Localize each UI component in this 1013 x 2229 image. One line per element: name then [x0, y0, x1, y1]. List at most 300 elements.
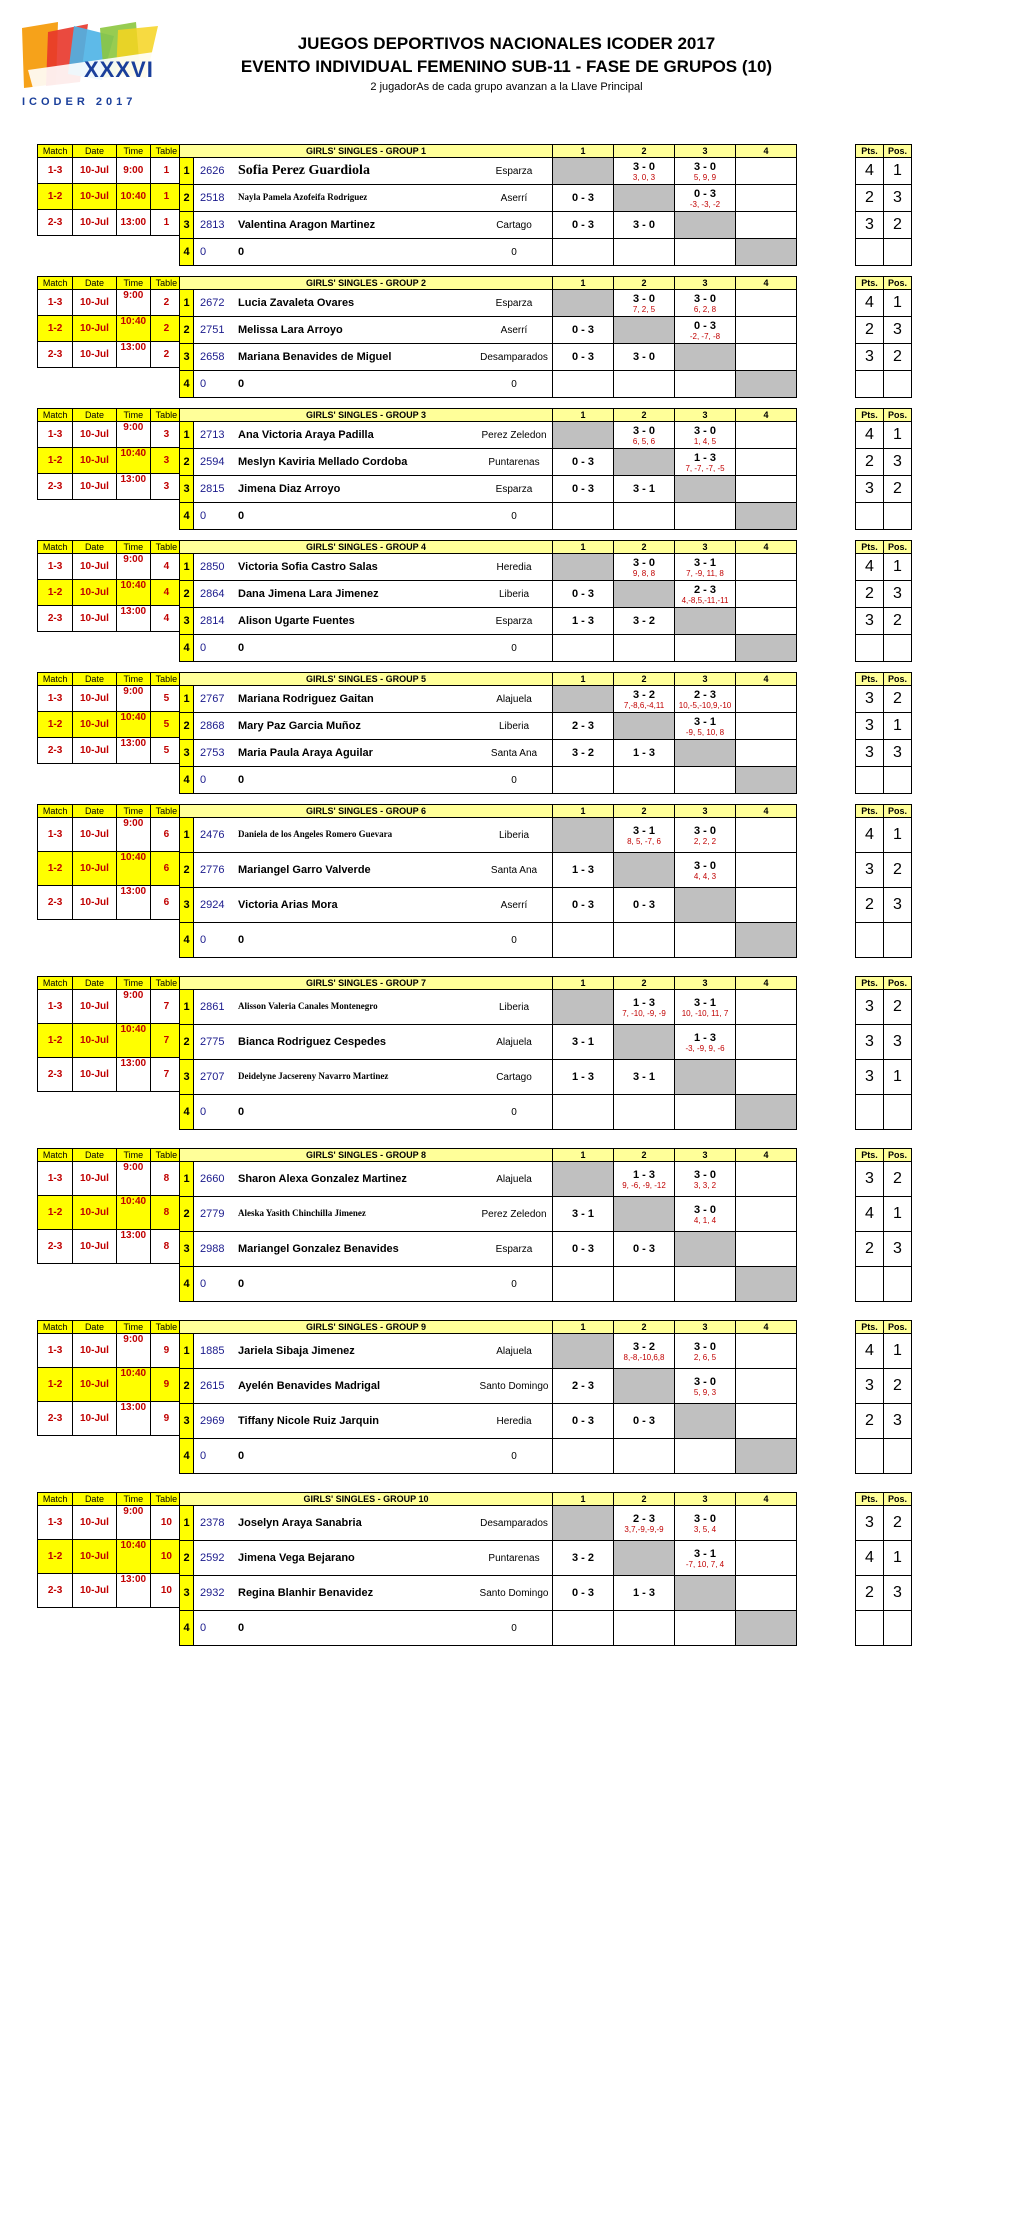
player-row: [180, 1404, 912, 1439]
result-cell: [614, 1025, 675, 1060]
result-cell: [736, 1576, 797, 1611]
page-note: 2 jugadorAs de cada grupo avanzan a la Llave Principal: [370, 81, 643, 93]
player-position: [884, 371, 912, 398]
match-schedule: [37, 804, 183, 920]
col-match: Match: [38, 977, 73, 990]
game-scores: 7, 2, 5: [632, 304, 656, 314]
col-3: 3: [675, 409, 736, 422]
col-table: Table: [150, 1321, 182, 1334]
result-cell: [736, 853, 797, 888]
result-cell: [553, 1095, 614, 1130]
player-row: [180, 635, 912, 662]
player-license: 2988: [200, 1243, 225, 1255]
player-license: 2672: [200, 297, 225, 309]
result-cell: [736, 1611, 797, 1646]
player-row: [180, 1369, 912, 1404]
result-cell: [553, 212, 614, 239]
player-row: [180, 713, 912, 740]
match-date: 10-Jul: [73, 448, 117, 474]
spacer: [797, 1404, 856, 1439]
player-seed: 2: [180, 1369, 194, 1404]
result-cell: [614, 1267, 675, 1302]
match-score: 3 - 2: [571, 747, 594, 759]
result-cell: [675, 554, 736, 581]
match-id: 2-3: [38, 606, 73, 632]
match-id: 1-2: [38, 1540, 73, 1574]
result-cell: [736, 818, 797, 853]
spacer: [797, 818, 856, 853]
player-cell: [194, 1334, 553, 1369]
player-points: [856, 371, 884, 398]
player-points: [856, 503, 884, 530]
player-position: 2: [884, 990, 912, 1025]
match-id: 1-3: [38, 1334, 73, 1368]
match-time: 10:40: [116, 1368, 150, 1402]
result-cell: [736, 1060, 797, 1095]
player-cell: [194, 371, 553, 398]
match-time: 13:00: [116, 1058, 150, 1092]
match-score: 0 - 3: [632, 1243, 655, 1255]
spacer: [797, 1025, 856, 1060]
player-name: Deidelyne Jacsereny Navarro Martinez: [238, 1071, 389, 1081]
result-cell: [736, 990, 797, 1025]
col-pos: Pos.: [884, 673, 912, 686]
player-license: 0: [200, 378, 207, 390]
match-table: 6: [150, 818, 182, 852]
match-score: 0 - 3: [571, 456, 594, 468]
match-id: 2-3: [38, 210, 73, 236]
result-cell: [553, 1334, 614, 1369]
player-row: [180, 853, 912, 888]
match-time: 10:40: [116, 1196, 150, 1230]
player-position: [884, 1439, 912, 1474]
page-title: JUEGOS DEPORTIVOS NACIONALES ICODER 2017: [297, 34, 716, 53]
game-scores: 1, 4, 5: [693, 436, 717, 446]
match-time: 9:00: [116, 290, 150, 316]
result-cell: [736, 158, 797, 185]
match-id: 1-3: [38, 554, 73, 580]
match-id: 1-2: [38, 184, 73, 210]
player-points: [856, 635, 884, 662]
player-seed: 1: [180, 158, 194, 185]
result-cell: [614, 713, 675, 740]
result-cell: [614, 581, 675, 608]
result-cell: [675, 344, 736, 371]
match-schedule: [37, 540, 183, 632]
col-pos: Pos.: [884, 977, 912, 990]
spacer: [797, 608, 856, 635]
result-cell: [736, 317, 797, 344]
col-2: 2: [614, 1321, 675, 1334]
player-position: 3: [884, 888, 912, 923]
player-row: [180, 1611, 912, 1646]
player-seed: 4: [180, 1611, 194, 1646]
player-seed: 3: [180, 1576, 194, 1611]
player-club: 0: [511, 643, 517, 654]
col-time: Time: [116, 1493, 150, 1506]
match-score: 0 - 3: [632, 899, 655, 911]
result-cell: [614, 853, 675, 888]
col-date: Date: [73, 145, 117, 158]
player-position: [884, 1611, 912, 1646]
spacer: [797, 1321, 856, 1334]
match-table: 9: [150, 1402, 182, 1436]
player-seed: 1: [180, 422, 194, 449]
result-cell: [553, 158, 614, 185]
match-date: 10-Jul: [73, 290, 117, 316]
player-club: Heredia: [496, 1416, 532, 1427]
match-score: 3 - 1: [693, 556, 716, 569]
result-cell: [614, 1369, 675, 1404]
game-scores: 10, -10, 11, 7: [681, 1008, 729, 1018]
match-score: 3 - 2: [632, 688, 655, 701]
match-score: 3 - 1: [632, 483, 655, 495]
col-date: Date: [73, 409, 117, 422]
player-seed: 1: [180, 290, 194, 317]
player-points: 2: [856, 1576, 884, 1611]
match-id: 1-2: [38, 448, 73, 474]
result-cell: [553, 686, 614, 713]
game-scores: -3, -9, 9, -6: [685, 1043, 725, 1053]
result-cell: [614, 990, 675, 1025]
player-seed: 4: [180, 1439, 194, 1474]
result-cell: [553, 239, 614, 266]
player-cell: [194, 212, 553, 239]
player-position: 2: [884, 212, 912, 239]
player-points: [856, 1439, 884, 1474]
result-cell: [553, 608, 614, 635]
col-3: 3: [675, 673, 736, 686]
result-cell: [553, 713, 614, 740]
player-license: 2814: [200, 615, 225, 627]
match-date: 10-Jul: [73, 422, 117, 448]
col-table: Table: [150, 1493, 182, 1506]
player-cell: [194, 1095, 553, 1130]
player-seed: 3: [180, 608, 194, 635]
player-club: Esparza: [495, 1244, 533, 1255]
result-cell: [553, 888, 614, 923]
col-2: 2: [614, 1493, 675, 1506]
match-time: 13:00: [116, 210, 150, 236]
result-cell: [675, 212, 736, 239]
match-table: 10: [150, 1540, 182, 1574]
result-cell: [675, 503, 736, 530]
player-club: 0: [511, 1279, 517, 1290]
col-table: Table: [150, 977, 182, 990]
player-license: 2518: [200, 192, 225, 204]
result-cell: [614, 923, 675, 958]
player-club: Alajuela: [496, 1174, 532, 1185]
match-table: 8: [150, 1162, 182, 1196]
match-id: 2-3: [38, 1230, 73, 1264]
result-cell: [736, 888, 797, 923]
match-time: 10:40: [116, 1540, 150, 1574]
match-schedule: [37, 976, 183, 1092]
player-cell: [194, 1162, 553, 1197]
player-position: [884, 239, 912, 266]
result-cell: [614, 239, 675, 266]
player-cell: [194, 608, 553, 635]
result-cell: [736, 422, 797, 449]
player-club: 0: [511, 247, 517, 258]
match-score: 0 - 3: [571, 324, 594, 336]
player-points: 2: [856, 449, 884, 476]
result-cell: [736, 1439, 797, 1474]
result-cell: [675, 1611, 736, 1646]
player-license: 0: [200, 1106, 207, 1118]
match-score: 3 - 0: [632, 292, 655, 305]
result-cell: [675, 158, 736, 185]
col-1: 1: [553, 1321, 614, 1334]
player-seed: 1: [180, 1162, 194, 1197]
match-id: 1-3: [38, 686, 73, 712]
result-cell: [553, 1267, 614, 1302]
col-3: 3: [675, 277, 736, 290]
result-cell: [675, 1404, 736, 1439]
player-club: Desamparados: [480, 1518, 548, 1529]
game-scores: -7, 10, 7, 4: [685, 1559, 725, 1569]
spacer: [797, 1541, 856, 1576]
match-score: 0 - 3: [571, 351, 594, 363]
player-position: 2: [884, 853, 912, 888]
match-date: 10-Jul: [73, 1334, 117, 1368]
player-cell: [194, 635, 553, 662]
col-pos: Pos.: [884, 409, 912, 422]
spacer: [797, 1611, 856, 1646]
result-cell: [614, 1060, 675, 1095]
result-cell: [553, 1197, 614, 1232]
match-table: 4: [150, 606, 182, 632]
result-cell: [675, 740, 736, 767]
match-id: 1-2: [38, 1024, 73, 1058]
spacer: [797, 554, 856, 581]
player-name: Valentina Aragon Martinez: [238, 219, 376, 231]
match-score: 0 - 3: [571, 192, 594, 204]
player-name: 0: [238, 1278, 245, 1290]
player-position: 2: [884, 686, 912, 713]
player-cell: [194, 185, 553, 212]
player-position: [884, 1095, 912, 1130]
player-name: Dana Jimena Lara Jimenez: [238, 588, 379, 600]
spacer: [797, 185, 856, 212]
group-title: GIRLS' SINGLES - GROUP 4: [180, 541, 553, 554]
player-name: Victoria Sofia Castro Salas: [238, 561, 378, 573]
player-points: 3: [856, 740, 884, 767]
player-license: 2626: [200, 165, 225, 177]
match-date: 10-Jul: [73, 818, 117, 852]
player-name: Bianca Rodriguez Cespedes: [238, 1036, 386, 1048]
result-cell: [675, 818, 736, 853]
result-cell: [553, 767, 614, 794]
col-1: 1: [553, 277, 614, 290]
match-id: 1-2: [38, 580, 73, 606]
player-club: Liberia: [498, 589, 530, 600]
col-4: 4: [736, 805, 797, 818]
result-cell: [675, 686, 736, 713]
player-club: Perez Zeledon: [481, 430, 547, 441]
game-scores: 8, 5, -7, 6: [627, 836, 661, 846]
page-header: [0, 0, 1013, 120]
player-row: [180, 185, 912, 212]
game-scores: 7, -7, -7, -5: [685, 463, 725, 473]
group-standings: [179, 1320, 912, 1474]
col-date: Date: [73, 673, 117, 686]
col-4: 4: [736, 277, 797, 290]
col-pos: Pos.: [884, 1149, 912, 1162]
spacer: [797, 422, 856, 449]
player-row: [180, 290, 912, 317]
spacer: [797, 1149, 856, 1162]
result-cell: [736, 503, 797, 530]
player-name: Mary Paz Garcia Muñoz: [238, 720, 361, 732]
col-4: 4: [736, 409, 797, 422]
match-score: 1 - 3: [571, 615, 594, 627]
player-seed: 3: [180, 888, 194, 923]
result-cell: [553, 290, 614, 317]
player-name: Regina Blanhir Benavidez: [238, 1587, 374, 1599]
game-scores: -2, -7, -8: [689, 331, 721, 341]
result-cell: [736, 1369, 797, 1404]
player-points: 3: [856, 1369, 884, 1404]
col-3: 3: [675, 1149, 736, 1162]
player-name: 0: [238, 378, 245, 390]
result-cell: [553, 344, 614, 371]
player-seed: 4: [180, 767, 194, 794]
result-cell: [675, 1025, 736, 1060]
player-seed: 4: [180, 1095, 194, 1130]
col-table: Table: [150, 805, 182, 818]
match-time: 13:00: [116, 886, 150, 920]
match-id: 1-3: [38, 290, 73, 316]
group-title: GIRLS' SINGLES - GROUP 10: [180, 1493, 553, 1506]
result-cell: [614, 158, 675, 185]
player-name: 0: [238, 1450, 245, 1462]
result-cell: [614, 449, 675, 476]
match-time: 9:00: [116, 1506, 150, 1540]
match-time: 10:40: [116, 712, 150, 738]
match-score: 3 - 0: [632, 160, 655, 173]
match-score: 1 - 3: [571, 864, 594, 876]
player-club: Alajuela: [496, 694, 532, 705]
match-time: 9:00: [116, 158, 150, 184]
spacer: [797, 1232, 856, 1267]
match-time: 9:00: [116, 990, 150, 1024]
player-points: [856, 923, 884, 958]
player-points: 3: [856, 1060, 884, 1095]
spacer: [797, 977, 856, 990]
col-pts: Pts.: [856, 1321, 884, 1334]
col-time: Time: [116, 977, 150, 990]
player-club: Santa Ana: [490, 748, 538, 759]
player-cell: [194, 503, 553, 530]
player-points: 3: [856, 1506, 884, 1541]
player-seed: 1: [180, 990, 194, 1025]
player-club: Esparza: [495, 166, 533, 177]
result-cell: [675, 1267, 736, 1302]
result-cell: [675, 635, 736, 662]
match-id: 1-3: [38, 818, 73, 852]
player-position: 3: [884, 317, 912, 344]
col-match: Match: [38, 1321, 73, 1334]
result-cell: [675, 581, 736, 608]
player-points: 4: [856, 554, 884, 581]
match-id: 2-3: [38, 1058, 73, 1092]
player-license: 2868: [200, 720, 225, 732]
player-position: 2: [884, 476, 912, 503]
result-cell: [553, 635, 614, 662]
col-pts: Pts.: [856, 1149, 884, 1162]
player-club: Liberia: [498, 830, 530, 841]
result-cell: [553, 317, 614, 344]
match-id: 1-3: [38, 1162, 73, 1196]
spacer: [797, 635, 856, 662]
result-cell: [614, 818, 675, 853]
col-4: 4: [736, 541, 797, 554]
match-table: 4: [150, 554, 182, 580]
player-seed: 4: [180, 503, 194, 530]
player-name: Tiffany Nicole Ruiz Jarquin: [238, 1415, 379, 1427]
player-club: Alajuela: [496, 1346, 532, 1357]
result-cell: [675, 422, 736, 449]
player-seed: 1: [180, 1506, 194, 1541]
game-scores: 7,-8,6,-4,11: [623, 700, 665, 710]
match-date: 10-Jul: [73, 1196, 117, 1230]
col-time: Time: [116, 1321, 150, 1334]
player-name: Alison Ugarte Fuentes: [238, 615, 355, 627]
match-id: 1-2: [38, 1196, 73, 1230]
player-license: 0: [200, 510, 207, 522]
player-cell: [194, 1611, 553, 1646]
result-cell: [553, 1404, 614, 1439]
match-date: 10-Jul: [73, 474, 117, 500]
result-cell: [675, 290, 736, 317]
result-cell: [614, 1506, 675, 1541]
result-cell: [614, 1576, 675, 1611]
match-score: 0 - 3: [571, 899, 594, 911]
match-date: 10-Jul: [73, 342, 117, 368]
col-match: Match: [38, 277, 73, 290]
spacer: [797, 409, 856, 422]
player-license: 2932: [200, 1587, 225, 1599]
result-cell: [736, 290, 797, 317]
player-points: 3: [856, 990, 884, 1025]
match-table: 8: [150, 1230, 182, 1264]
player-license: 2815: [200, 483, 225, 495]
player-name: Ayelén Benavides Madrigal: [238, 1380, 381, 1392]
result-cell: [614, 1232, 675, 1267]
col-pos: Pos.: [884, 277, 912, 290]
result-cell: [675, 923, 736, 958]
match-table: 9: [150, 1368, 182, 1402]
group-standings: [179, 672, 912, 794]
player-license: 2864: [200, 588, 225, 600]
col-date: Date: [73, 805, 117, 818]
player-cell: [194, 449, 553, 476]
match-score: 1 - 3: [632, 1168, 655, 1181]
spacer: [797, 713, 856, 740]
player-position: 1: [884, 290, 912, 317]
match-date: 10-Jul: [73, 184, 117, 210]
player-license: 0: [200, 1278, 207, 1290]
spacer: [797, 888, 856, 923]
result-cell: [614, 185, 675, 212]
match-score: 3 - 1: [693, 1547, 716, 1560]
player-seed: 4: [180, 371, 194, 398]
spacer: [797, 805, 856, 818]
player-name: 0: [238, 246, 245, 258]
player-name: Jimena Diaz Arroyo: [238, 483, 341, 495]
match-time: 13:00: [116, 738, 150, 764]
